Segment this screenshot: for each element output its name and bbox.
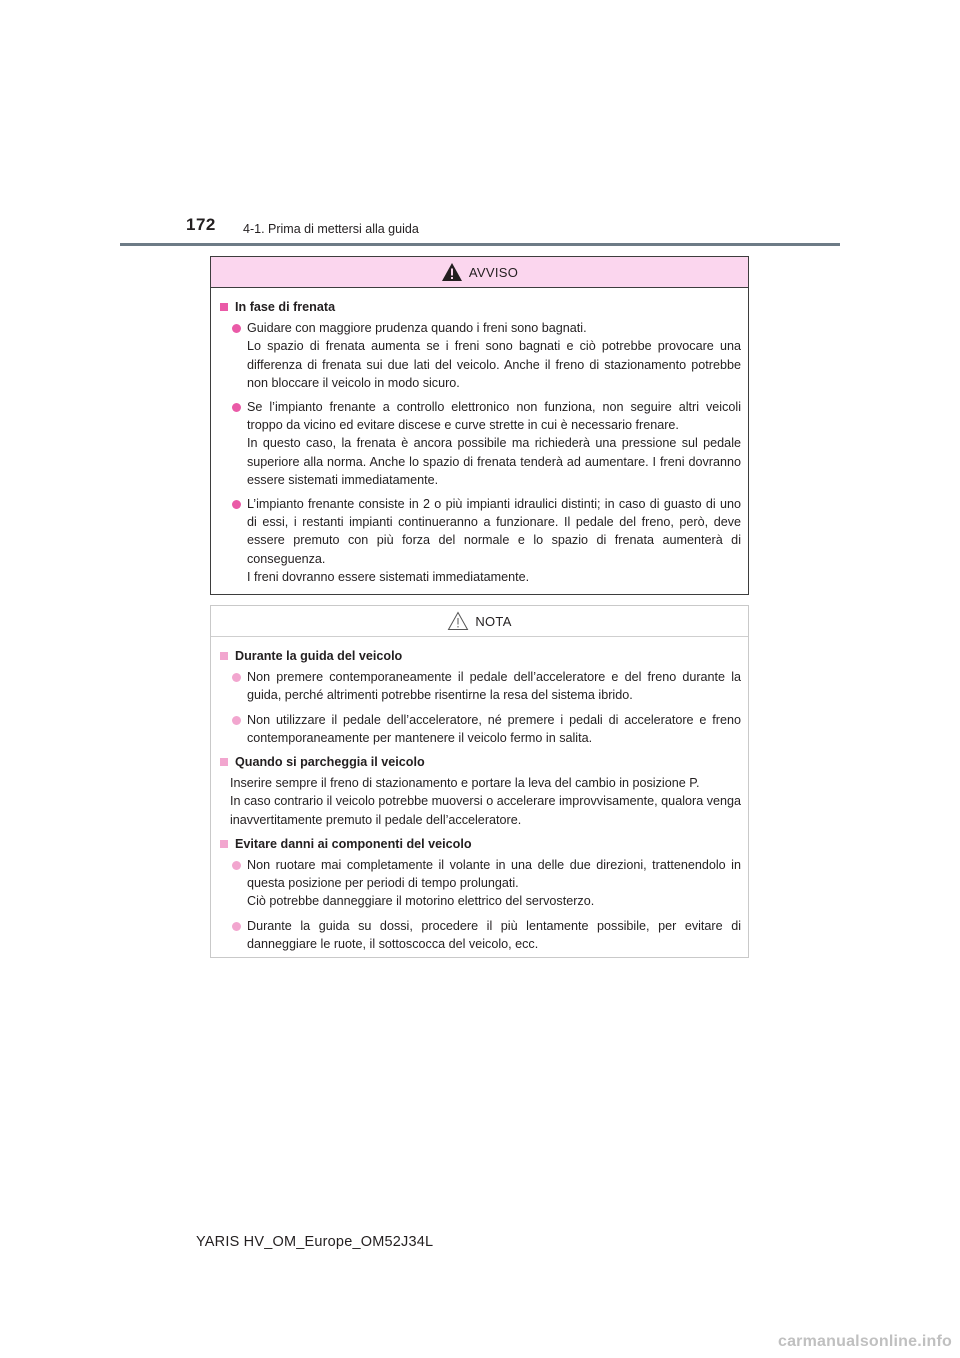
round-bullet-icon [232, 673, 241, 682]
notice-box-title: NOTA [475, 613, 512, 629]
watermark: carmanualsonline.info [777, 1333, 952, 1350]
section-heading-text: Evitare danni ai componenti del veicolo [235, 836, 472, 851]
section-heading [218, 835, 741, 853]
round-bullet-icon [232, 500, 241, 509]
list-item [218, 856, 741, 911]
square-bullet-icon [220, 758, 228, 766]
list-item [218, 319, 741, 392]
section-heading [218, 298, 741, 316]
round-bullet-icon [232, 324, 241, 333]
item-text: L’impianto frenante consiste in 2 o più impianti idraulici distinti; in caso di guasto di uno di essi, i restanti impianti continueranno a funzionare. Il pedale del freno, però, deve essere premuto con più forza del normale e lo spazio di frenata aumenterà di conseguenza. [247, 497, 741, 566]
item-text: Durante la guida su dossi, procedere il più lentamente possibile, per evitare di danneggiare le ruote, il sottoscocca del veicolo, ecc. [247, 918, 741, 951]
round-bullet-icon [232, 861, 241, 870]
round-bullet-icon [232, 716, 241, 725]
document-code-footer: YARIS HV_OM_Europe_OM52J34L [196, 1234, 434, 1250]
section-heading [218, 647, 741, 665]
item-text: Guidare con maggiore prudenza quando i freni sono bagnati. [247, 321, 587, 336]
list-item [218, 711, 741, 747]
item-text: In questo caso, la frenata è ancora possibile ma richiederà una pressione sul pedale superiore alla norma. Anche lo spazio di frenata tenderà ad aumentare. I freni dovranno essere sistemati immediatamente. [247, 436, 741, 487]
item-text: I freni dovranno essere sistemati immediatamente. [247, 569, 530, 584]
notice-box-body [211, 637, 748, 953]
item-text: Se l’impianto frenante a controllo elettronico non funziona, non seguire altri veicoli troppo da vicino ed evitare discese e curve strette in cui è necessario frenare. [247, 400, 741, 433]
section-title: 4-1. Prima di mettersi alla guida [243, 222, 419, 236]
square-bullet-icon [220, 652, 228, 660]
notice-box [210, 605, 749, 958]
paragraph-text: In caso contrario il veicolo potrebbe muoversi o accelerare improvvisamente, qualora venga inavvertitamente premuto il pedale dell’acceleratore. [230, 794, 742, 827]
square-bullet-icon [220, 840, 228, 848]
section-heading [218, 753, 741, 771]
section-heading-text: Durante la guida del veicolo [235, 649, 403, 663]
page-number: 172 [186, 215, 216, 234]
section-heading-text: Quando si parcheggia il veicolo [235, 755, 425, 770]
paragraph-text: Inserire sempre il freno di stazionamento e portare la leva del cambio in posizione P. [230, 776, 700, 791]
list-item [218, 495, 741, 586]
section-heading-text: In fase di frenata [235, 300, 336, 314]
list-item [218, 917, 741, 953]
item-text: Non premere contemporaneamente il pedale dell’acceleratore e del freno durante la guida, perché altrimenti potrebbe risentirne la resa del sistema ibrido. [247, 670, 741, 703]
header-rule [120, 243, 840, 246]
warning-triangle-outline-icon [447, 611, 469, 631]
item-text: Non ruotare mai completamente il volante in una delle due direzioni, trattenendolo in questa posizione per periodi di tempo prolungati. Ciò potrebbe danneggiare il motorino elettrico del servosterzo. [247, 858, 741, 909]
item-text: Lo spazio di frenata aumenta se i freni sono bagnati e ciò potrebbe provocare una differenza di frenata sui due lati del veicolo. Anche il freno di stazionamento potrebbe non bloccare il veicolo in modo sicuro. [247, 339, 741, 390]
round-bullet-icon [232, 922, 241, 931]
item-text: Non utilizzare il pedale dell’acceleratore, né premere i pedali di acceleratore e freno contemporaneamente per mantenere il veicolo fermo in salita. [247, 712, 741, 745]
list-item [218, 668, 741, 704]
warning-box-header [211, 257, 748, 288]
warning-box-title: AVVISO [468, 264, 519, 280]
list-item [218, 398, 741, 489]
warning-triangle-filled-icon [441, 262, 463, 282]
warning-box [210, 256, 749, 595]
notice-box-header [211, 606, 748, 637]
warning-box-body [211, 288, 748, 586]
round-bullet-icon [232, 403, 241, 412]
square-bullet-icon [220, 303, 228, 311]
section-paragraph [218, 774, 741, 829]
